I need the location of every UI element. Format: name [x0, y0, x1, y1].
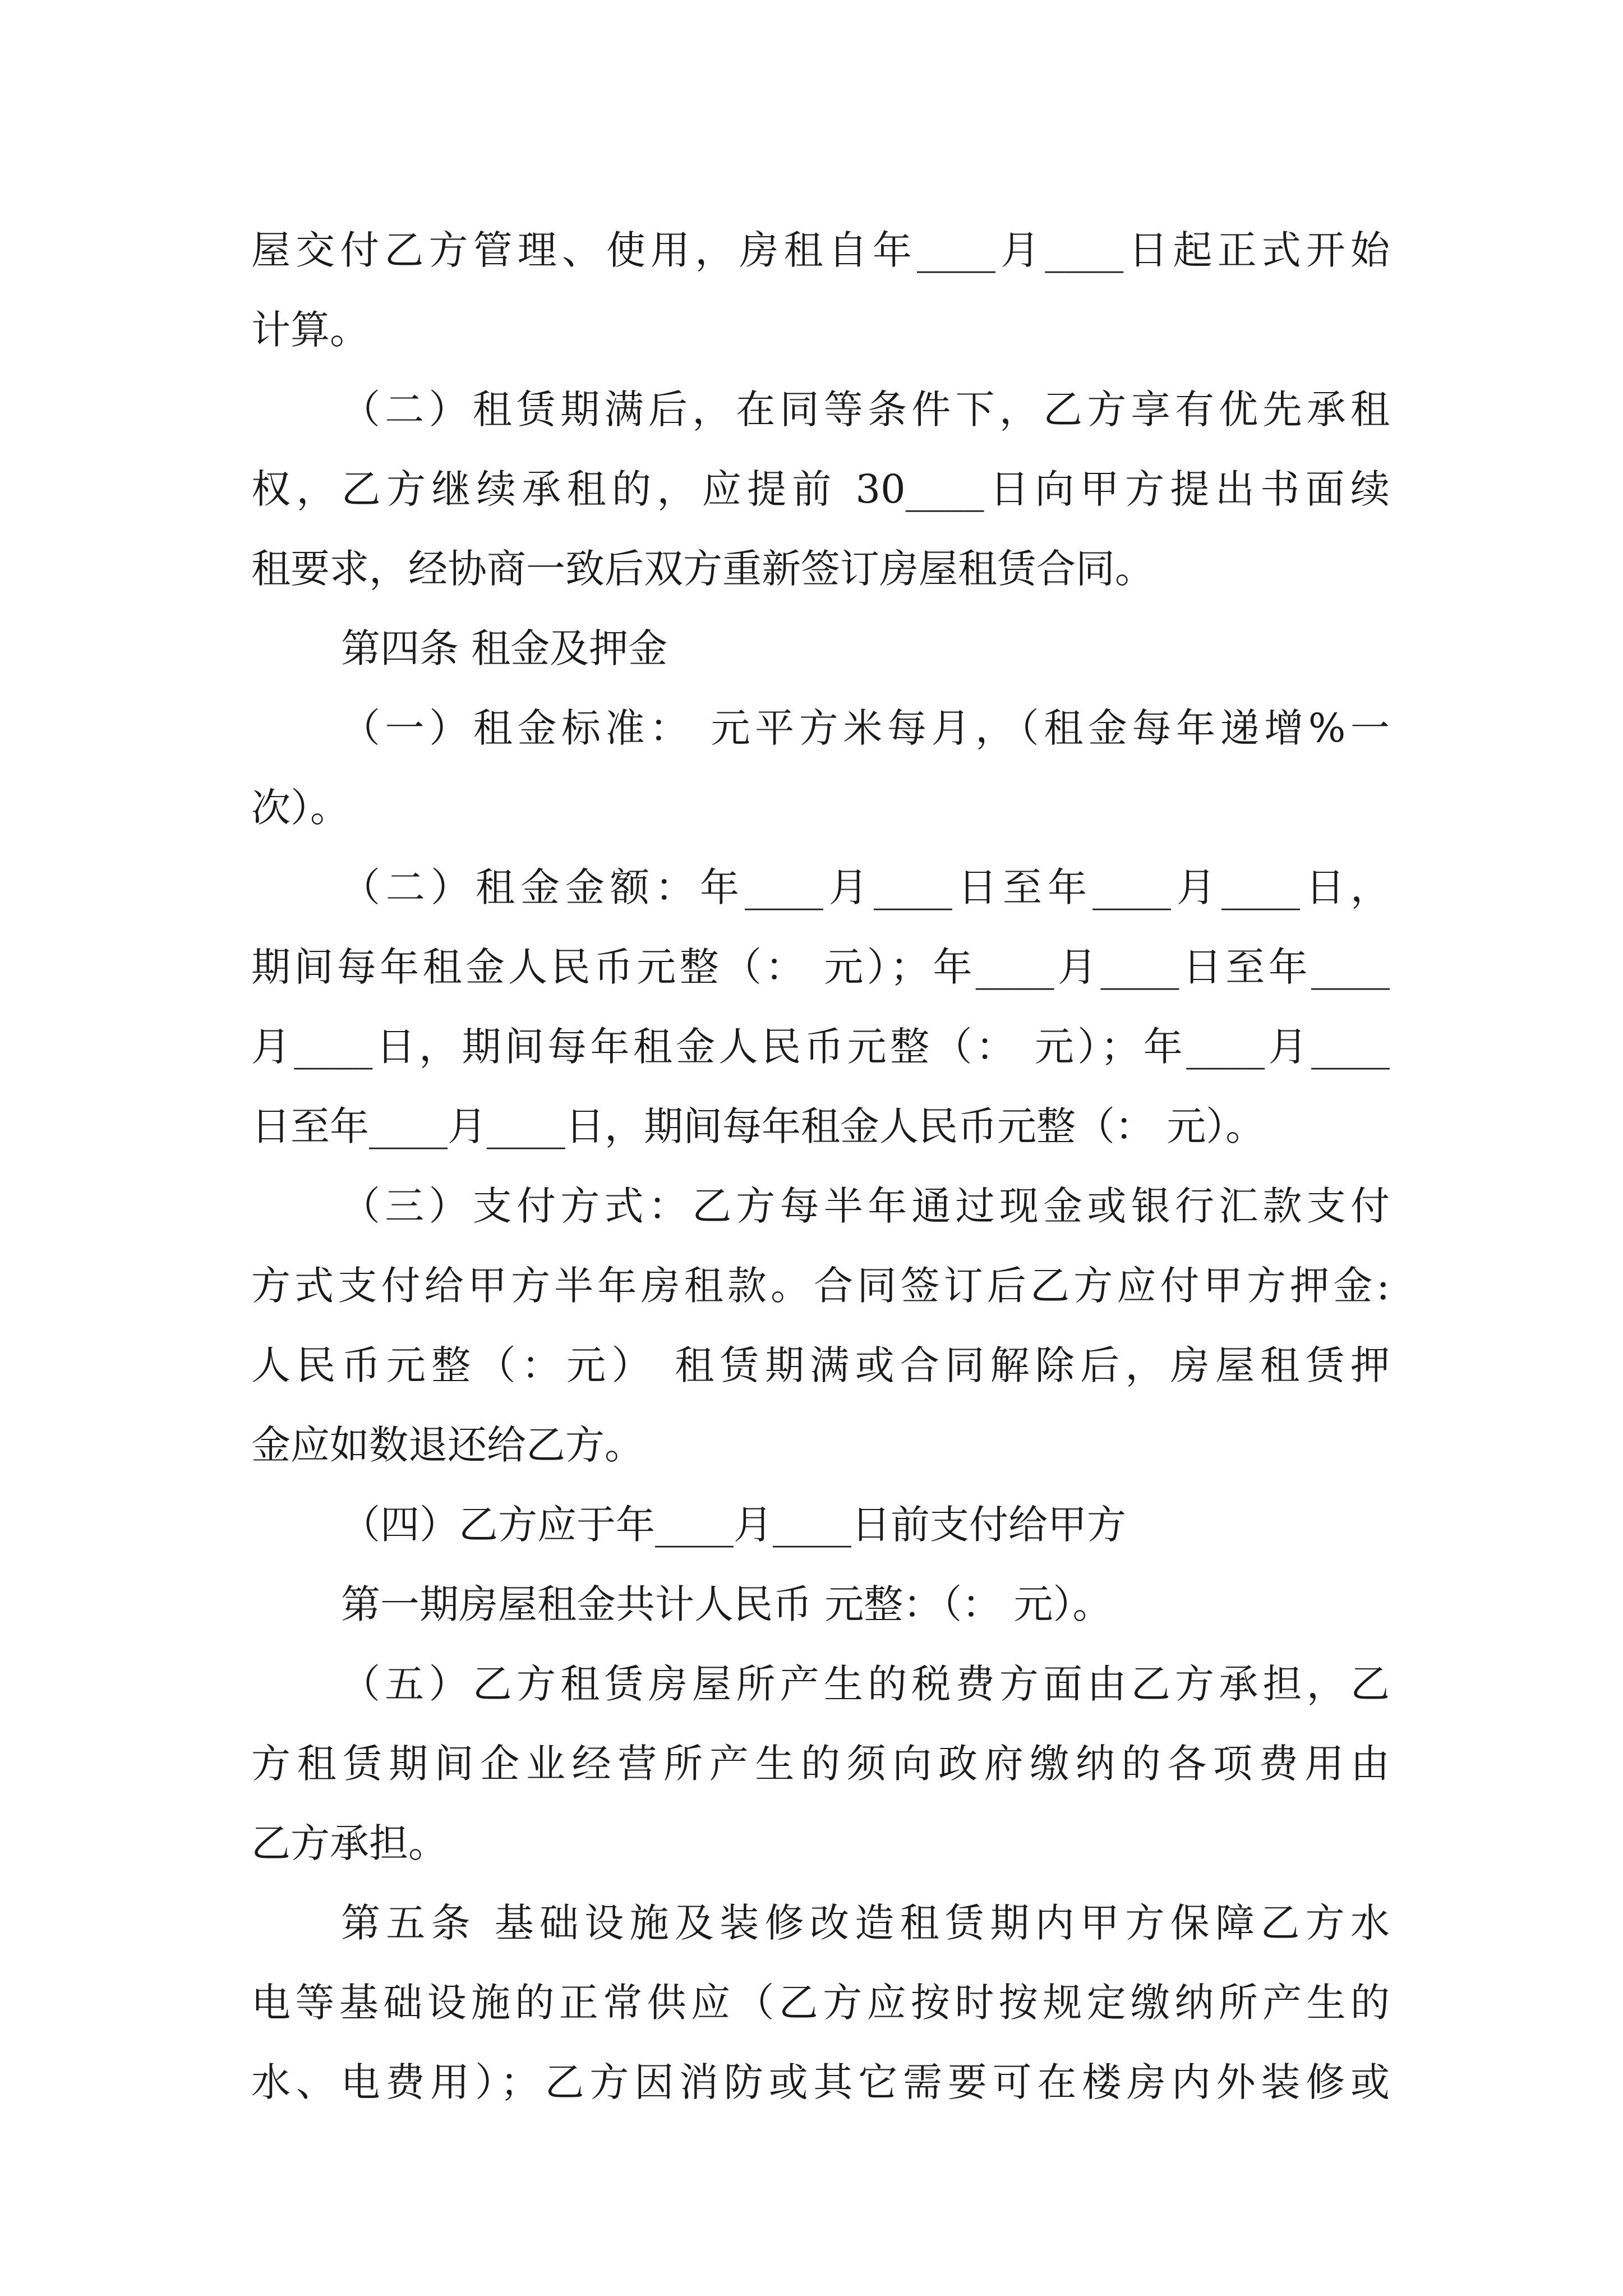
text-line: 人民币元整（：元） 租赁期满或合同解除后，房屋租赁押 — [251, 1342, 1390, 1388]
article-heading: 第五条 基础设施及装修改造租赁期内甲方保障乙方水 — [341, 1900, 1390, 1946]
text-line: 方式支付给甲方半年房租款。合同签订后乙方应付甲方押金: — [251, 1263, 1390, 1309]
text-line: 乙方承担。 — [251, 1820, 448, 1866]
text-line: 屋交付乙方管理、使用，房租自年____月____日起正式开始 — [251, 227, 1390, 273]
text-line: （三）支付方式：乙方每半年通过现金或银行汇款支付 — [341, 1183, 1390, 1229]
text-line: 日至年____月____日，期间每年租金人民币元整（： 元）。 — [251, 1103, 1265, 1149]
text-line: 电等基础设施的正常供应（乙方应按时按规定缴纳所产生的 — [251, 1980, 1390, 2026]
text-line: 水、电费用）；乙方因消防或其它需要可在楼房内外装修或 — [251, 2059, 1390, 2105]
text-line: 期间每年租金人民币元整（： 元）；年____月____日至年____ — [251, 944, 1390, 990]
text-line: 月____日，期间每年租金人民币元整（： 元）；年____月____ — [251, 1024, 1390, 1070]
text-line: 第一期房屋租金共计人民币 元整：（： 元）。 — [341, 1581, 1112, 1627]
text-line: 金应如数退还给乙方。 — [251, 1422, 644, 1468]
text-line: （五）乙方租赁房屋所产生的税费方面由乙方承担，乙 — [341, 1661, 1390, 1707]
text-line: 租要求，经协商一致后双方重新签订房屋租赁合同。 — [251, 546, 1154, 592]
text-line: （二）租赁期满后，在同等条件下，乙方享有优先承租 — [341, 386, 1390, 432]
article-heading: 第四条 租金及押金 — [341, 625, 668, 671]
text-line: （一）租金标准： 元平方米每月，（租金每年递增%一 — [341, 705, 1390, 751]
text-line: 次）。 — [251, 785, 349, 831]
text-line: 方租赁期间企业经营所产生的须向政府缴纳的各项费用由 — [251, 1741, 1390, 1787]
contract-body — [251, 210, 1390, 2122]
text-line: （四）乙方应于年____月____日前支付给甲方 — [341, 1502, 1126, 1548]
text-line: （二）租金金额：年____月____日至年____月____日， — [341, 864, 1390, 910]
text-line: 权，乙方继续承租的，应提前 30____日向甲方提出书面续 — [251, 466, 1390, 512]
text-line: 计算。 — [251, 307, 369, 353]
